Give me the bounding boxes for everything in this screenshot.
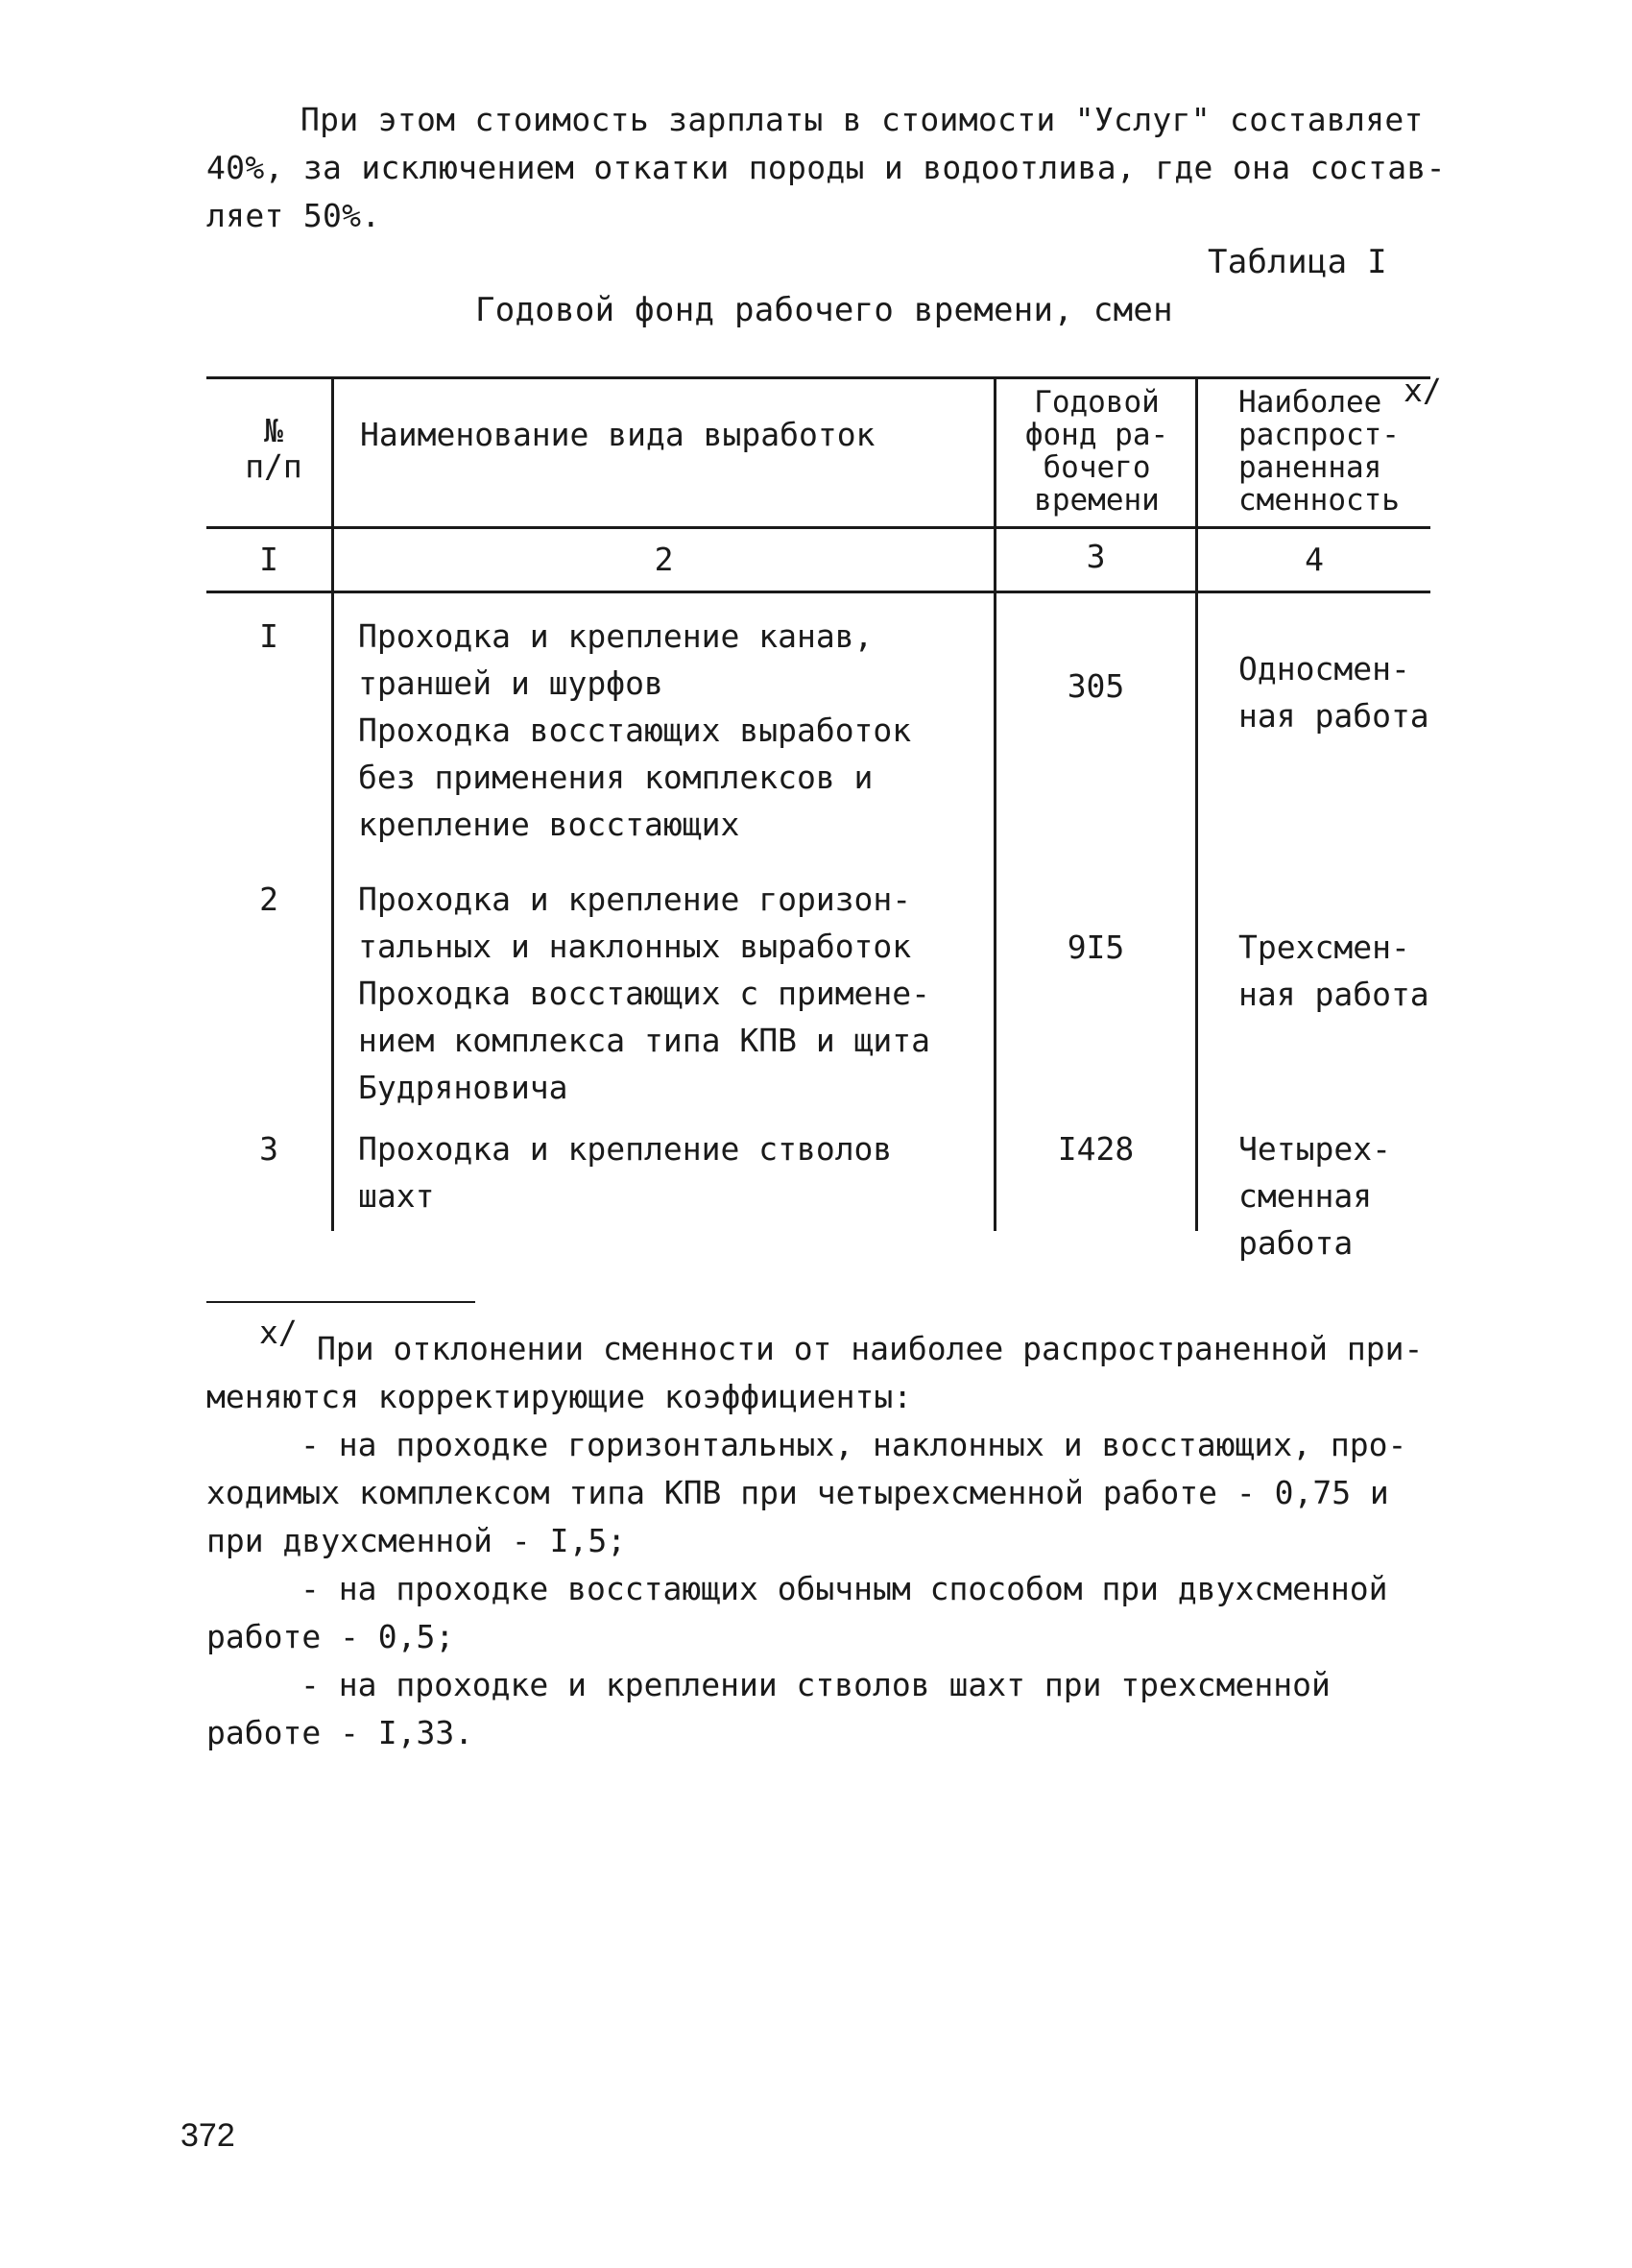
row-1-name-line-1: Проходка и крепление канав, — [358, 617, 874, 655]
intro-line-3: ляет 50%. — [206, 197, 381, 234]
header-fund-line-1: Годовой — [1034, 385, 1160, 420]
table-col-divider-2 — [994, 376, 996, 1231]
footnote-line-8: - на проходке и креплении стволов шахт при трехсменной — [300, 1666, 1331, 1703]
header-fund-line-3: бочего — [1043, 450, 1151, 485]
header-shift-line-1: Наиболее — [1238, 385, 1382, 420]
footnote-line-4: ходимых комплексом типа КПВ при четырехсменной работе - 0,75 и — [206, 1474, 1389, 1511]
row-3-fund: I428 — [1057, 1130, 1135, 1168]
row-2-name-line-5: Будряновича — [358, 1069, 568, 1106]
colnum-2: 2 — [654, 541, 674, 578]
row-2-name-line-1: Проходка и крепление горизон- — [358, 881, 912, 918]
colnum-3: 3 — [1086, 538, 1106, 575]
row-2-name — [358, 876, 930, 1111]
table-col-divider-1 — [331, 376, 334, 1231]
footnote-line-7: работе - 0,5; — [206, 1618, 455, 1655]
row-3-shift-line-3: работа — [1238, 1224, 1354, 1262]
header-fund — [1003, 386, 1190, 517]
footnote-line-5: при двухсменной - I,5; — [206, 1522, 627, 1559]
row-1-shift-line-2: ная работа — [1238, 697, 1429, 735]
row-1-name-line-5: крепление восстающих — [358, 806, 740, 843]
row-3-shift-line-2: сменная — [1238, 1177, 1373, 1215]
header-fund-line-4: времени — [1034, 483, 1160, 518]
row-1-shift-line-1: Односмен- — [1238, 650, 1410, 688]
footnote-mark: x/ — [259, 1314, 298, 1351]
row-2-name-line-2: тальных и наклонных выработок — [358, 928, 912, 965]
row-2-shift-line-2: ная работа — [1238, 976, 1429, 1013]
row-2-name-line-3: Проходка восстающих с примене- — [358, 975, 931, 1012]
row-2-name-line-4: нием комплекса типа КПВ и щита — [358, 1022, 931, 1059]
row-1-name-line-3: Проходка восстающих выработок — [358, 712, 912, 749]
header-fund-line-2: фонд ра- — [1024, 418, 1169, 452]
row-1-fund: 305 — [1067, 667, 1125, 705]
header-num-label: п/п — [245, 447, 302, 485]
table-header-rule — [206, 526, 1430, 529]
header-num — [221, 412, 326, 486]
row-3-name-line-1: Проходка и крепление стволов — [358, 1130, 893, 1168]
header-shift-note: x/ — [1404, 372, 1442, 409]
header-num-symbol: № — [264, 412, 283, 449]
row-1-name-line-4: без применения комплексов и — [358, 759, 874, 796]
header-shift-line-2: распрост- — [1238, 418, 1400, 452]
row-2-shift — [1238, 924, 1429, 1018]
colnum-4: 4 — [1305, 541, 1324, 578]
row-3-name — [358, 1125, 892, 1219]
table-title: Годовой фонд рабочего времени, смен — [475, 291, 1173, 329]
row-2-shift-line-1: Трехсмен- — [1238, 929, 1410, 966]
row-3-num: 3 — [259, 1130, 278, 1168]
footnote-line-2: меняются корректирующие коэффициенты: — [206, 1378, 913, 1415]
row-3-shift-line-1: Четырех- — [1238, 1130, 1391, 1168]
footnote-line-6: - на проходке восстающих обычным способом при двухсменной — [300, 1570, 1388, 1607]
row-3-shift — [1238, 1125, 1391, 1267]
row-1-name — [358, 613, 911, 848]
row-2-num: 2 — [259, 881, 278, 918]
table-col-divider-3 — [1195, 376, 1198, 1231]
row-3-name-line-2: шахт — [358, 1177, 435, 1215]
colnum-1: I — [259, 541, 278, 578]
header-shift — [1238, 386, 1400, 517]
header-name: Наименование вида выработок — [360, 416, 876, 453]
intro-line-2: 40%, за исключением откатки породы и водоотлива, где она состав- — [206, 149, 1446, 186]
header-shift-line-3: раненная — [1238, 450, 1382, 485]
page-number: 372 — [180, 2117, 235, 2154]
footnote-separator — [206, 1301, 475, 1303]
table-label: Таблица I — [1208, 243, 1387, 281]
row-1-shift — [1238, 645, 1429, 739]
intro-line-1: При этом стоимость зарплаты в стоимости "Услуг" составляет — [300, 101, 1424, 138]
row-1-name-line-2: траншей и шурфов — [358, 664, 663, 702]
footnote-line-3: - на проходке горизонтальных, наклонных и восстающих, про- — [300, 1426, 1407, 1463]
footnote-line-9: работе - I,33. — [206, 1714, 474, 1751]
header-shift-line-4: сменность — [1238, 483, 1400, 518]
table-colnum-rule — [206, 591, 1430, 593]
row-1-num: I — [259, 617, 278, 655]
table-top-rule — [206, 376, 1430, 379]
row-2-fund: 9I5 — [1067, 929, 1125, 966]
footnote-line-1: При отклонении сменности от наиболее распространенной при- — [317, 1330, 1424, 1367]
